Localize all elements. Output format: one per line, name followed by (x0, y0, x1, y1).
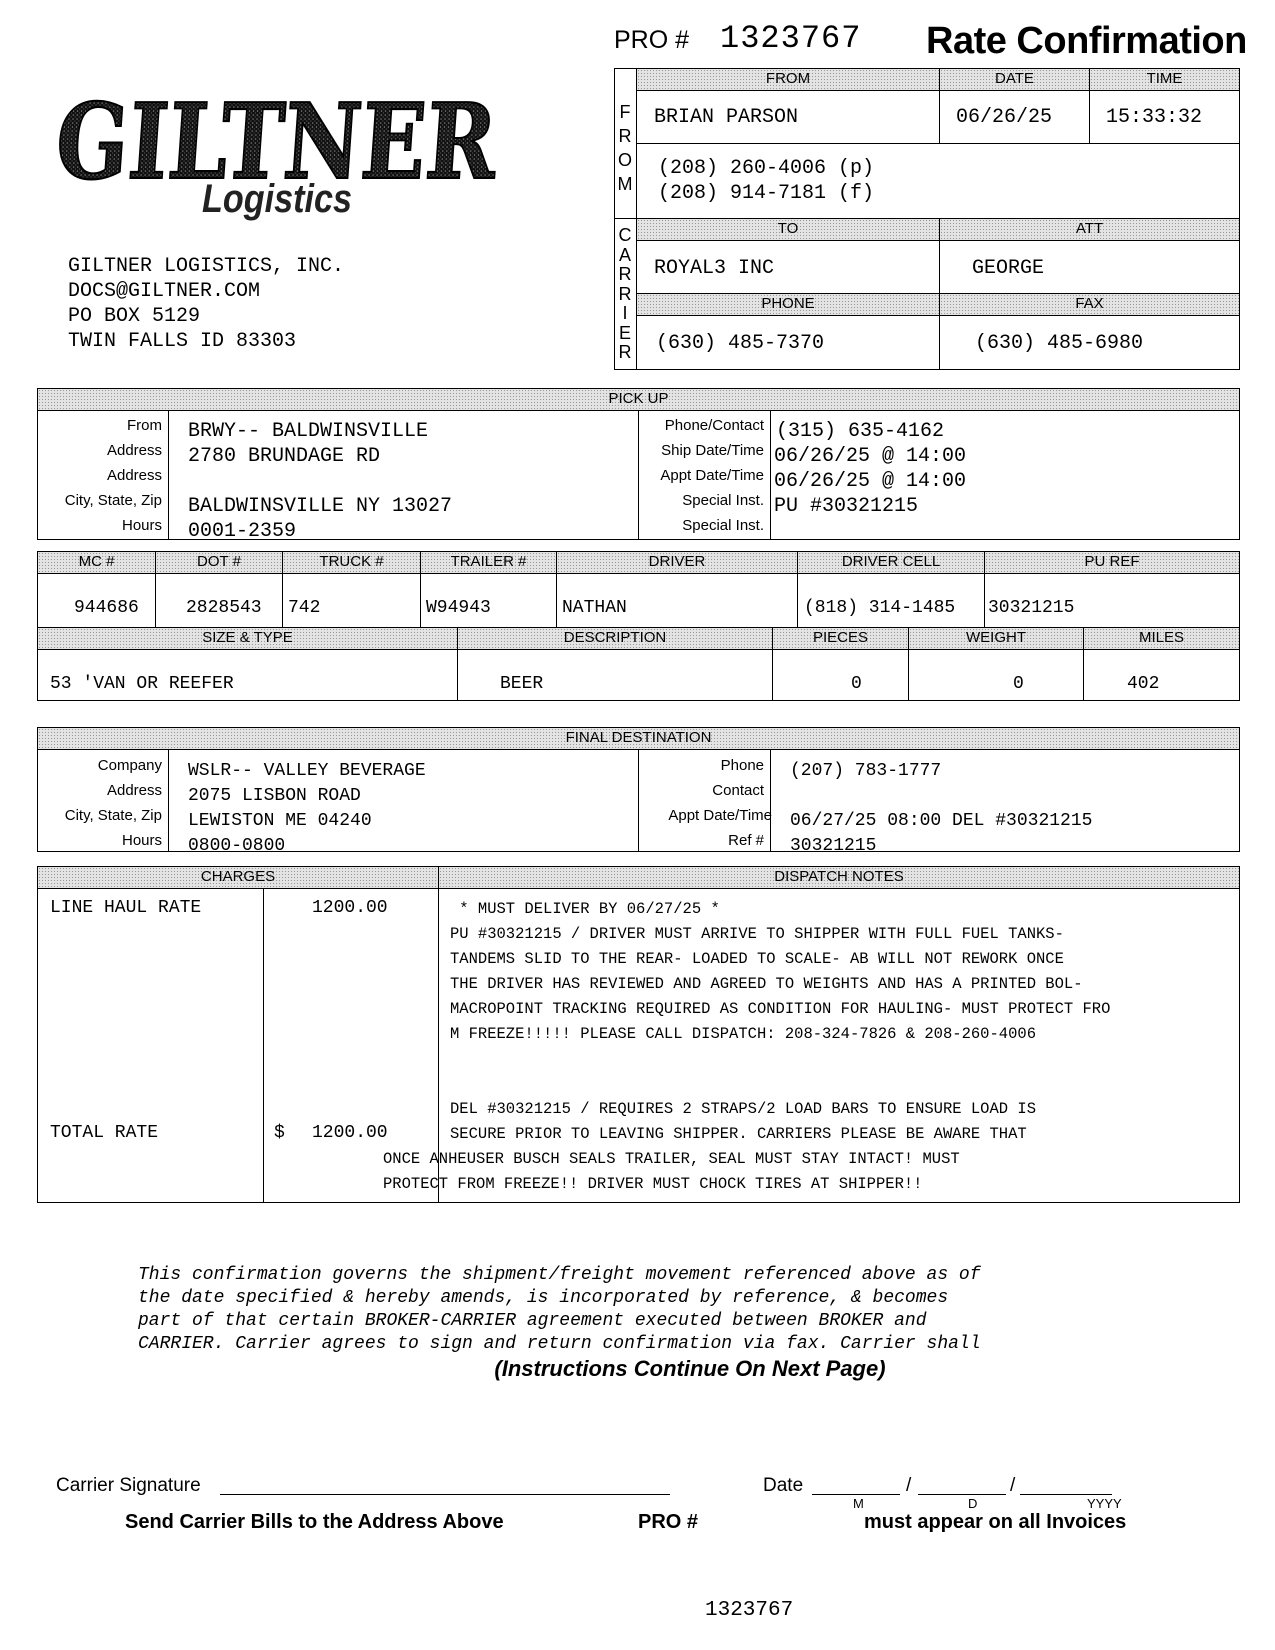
trailer-header: TRAILER # (420, 551, 557, 574)
date-year-hint: YYYY (1087, 1496, 1122, 1511)
pu-ref-header: PU REF (984, 551, 1240, 574)
dispatch-note-line: PROTECT FROM FREEZE!! DRIVER MUST CHOCK TIRES AT SHIPPER!! (383, 1175, 923, 1193)
pickup-ship-label: Ship Date/Time (661, 442, 764, 459)
truck-number: 742 (288, 598, 321, 618)
pickup-from-label: From (127, 417, 162, 434)
signature-line[interactable] (220, 1494, 670, 1495)
dispatch-note-line: SECURE PRIOR TO LEAVING SHIPPER. CARRIERS PLEASE BE AWARE THAT (450, 1125, 1027, 1143)
description-header: DESCRIPTION (457, 627, 773, 650)
pickup-ship: 06/26/25 @ 14:00 (774, 445, 967, 468)
dispatch-note-line: M FREEZE!!!!! PLEASE CALL DISPATCH: 208-324-7826 & 208-260-4006 (450, 1025, 1036, 1043)
date-header: DATE (939, 68, 1090, 91)
continue-note: (Instructions Continue On Next Page) (494, 1356, 886, 1381)
charges-header: CHARGES (37, 866, 439, 889)
date-day-hint: D (968, 1496, 978, 1511)
invoice-note: must appear on all Invoices (864, 1511, 1127, 1533)
dest-phone-label: Phone (720, 757, 764, 774)
pickup-phone-label: Phone/Contact (664, 417, 764, 434)
dispatch-note-line: PU #30321215 / DRIVER MUST ARRIVE TO SHIPPER WITH FULL FUEL TANKS- (450, 925, 1064, 943)
dispatch-note-line: TANDEMS SLID TO THE REAR- LOADED TO SCALE- AB WILL NOT REWORK ONCE (450, 950, 1064, 968)
pickup-appt: 06/26/25 @ 14:00 (774, 470, 967, 493)
trailer-number: W94943 (426, 598, 491, 618)
dispatch-note-line: * MUST DELIVER BY 06/27/25 * (450, 900, 720, 918)
phone-header: PHONE (636, 293, 940, 316)
carrier-att: GEORGE (972, 257, 1045, 280)
pro-number: 1323767 (720, 20, 862, 57)
pickup-address: 2780 BRUNDAGE RD (188, 445, 381, 468)
date-slash: / (1010, 1475, 1016, 1496)
dest-address-label: Address (106, 782, 162, 799)
pickup-from: BRWY-- BALDWINSVILLE (188, 420, 429, 443)
driver-name: NATHAN (562, 598, 627, 618)
dest-ref-label: Ref # (728, 832, 764, 849)
line-haul-label: LINE HAUL RATE (50, 898, 202, 918)
dest-city-label: City, State, Zip (64, 807, 162, 824)
dest-ref: 30321215 (790, 836, 877, 851)
pickup-address2-label: Address (106, 467, 162, 484)
mc-header: MC # (37, 551, 156, 574)
driver-cell-header: DRIVER CELL (797, 551, 985, 574)
line-haul-value: 1200.00 (312, 898, 388, 918)
att-header: ATT (939, 218, 1240, 241)
pickup-address1-label: Address (106, 442, 162, 459)
logo-subtitle: Logistics (202, 177, 352, 221)
pickup-appt-label: Appt Date/Time (660, 467, 764, 484)
pickup-phone: (315) 635-4162 (776, 420, 945, 443)
footer-pro-number: 1323767 (705, 1599, 794, 1622)
from-name: BRIAN PARSON (654, 106, 799, 129)
date-day-field[interactable] (918, 1494, 1006, 1495)
page-title: Rate Confirmation (926, 20, 1247, 62)
miles: 402 (1127, 674, 1160, 694)
pickup-special2-label: Special Inst. (682, 517, 764, 534)
date-label: Date (763, 1475, 804, 1496)
dest-address: 2075 LISBON ROAD (188, 786, 361, 806)
dispatch-note-line: DEL #30321215 / REQUIRES 2 STRAPS/2 LOAD BARS TO ENSURE LOAD IS (450, 1100, 1036, 1118)
dest-phone: (207) 783-1777 (790, 761, 942, 781)
date-month-hint: M (853, 1496, 864, 1511)
from-date: 06/26/25 (956, 106, 1053, 129)
dest-hours: 0800-0800 (188, 836, 286, 851)
carrier-name: ROYAL3 INC (654, 257, 775, 280)
miles-header: MILES (1083, 627, 1240, 650)
dispatch-notes-header: DISPATCH NOTES (438, 866, 1240, 889)
logo-wordmark: GILTNER (52, 80, 508, 203)
pickup-hours: 0001-2359 (188, 520, 297, 539)
pickup-city: BALDWINSVILLE NY 13027 (188, 495, 453, 518)
size-type: 53 'VAN OR REEFER (50, 674, 234, 694)
driver-header: DRIVER (556, 551, 798, 574)
destination-header: FINAL DESTINATION (37, 727, 1240, 750)
date-year-field[interactable] (1020, 1494, 1112, 1495)
company-logo (48, 62, 508, 222)
pieces-header: PIECES (772, 627, 909, 650)
bills-note: Send Carrier Bills to the Address Above (125, 1511, 504, 1533)
dest-hours-label: Hours (121, 832, 162, 849)
pu-ref: 30321215 (988, 598, 1075, 618)
to-header: TO (636, 218, 940, 241)
mc-number: 944686 (74, 598, 139, 618)
weight: 0 (1013, 674, 1024, 694)
fax-header: FAX (939, 293, 1240, 316)
total-rate-value: 1200.00 (312, 1123, 388, 1143)
dest-appt-label: Appt Date/Time (668, 807, 772, 824)
pickup-header: PICK UP (37, 388, 1240, 411)
total-rate-currency: $ (274, 1123, 285, 1143)
terms-text: This confirmation governs the shipment/freight movement referenced above as of the date specified & hereby amends, is incorporated by reference, & becomes part of that certain BROKER-CARRIER agreement executed between BROKER and CARRIER. Carrier agrees to sign and return confirmation via fax. Carrier shall (138, 1265, 981, 1354)
from-header: FROM (636, 68, 940, 91)
date-month-field[interactable] (812, 1494, 900, 1495)
driver-cell: (818) 314-1485 (804, 598, 956, 618)
from-side-label: F R O M (617, 102, 633, 194)
signature-label: Carrier Signature (56, 1475, 201, 1496)
description: BEER (500, 674, 544, 694)
time-header: TIME (1089, 68, 1240, 91)
pickup-city-label: City, State, Zip (64, 492, 162, 509)
size-type-header: SIZE & TYPE (37, 627, 458, 650)
from-fax: (208) 914-7181 (f) (658, 182, 875, 205)
dest-company-label: Company (97, 757, 162, 774)
dest-city: LEWISTON ME 04240 (188, 811, 372, 831)
pickup-special: PU #30321215 (774, 495, 919, 518)
dispatch-note-line: THE DRIVER HAS REVIEWED AND AGREED TO WEIGHTS AND HAS A PRINTED BOL- (450, 975, 1083, 993)
dest-appt: 06/27/25 08:00 DEL #30321215 (790, 811, 1093, 831)
dot-header: DOT # (155, 551, 283, 574)
carrier-side-label: C A R R I E R (618, 225, 632, 362)
from-time: 15:33:32 (1106, 106, 1203, 129)
dispatch-note-line: MACROPOINT TRACKING REQUIRED AS CONDITION FOR HAULING- MUST PROTECT FRO (450, 1000, 1111, 1018)
dest-contact-label: Contact (712, 782, 764, 799)
truck-header: TRUCK # (282, 551, 421, 574)
carrier-phone: (630) 485-7370 (656, 332, 825, 355)
from-phone: (208) 260-4006 (p) (658, 157, 875, 180)
date-slash: / (906, 1475, 912, 1496)
pro-label: PRO # (614, 26, 690, 54)
company-email: DOCS@GILTNER.COM (68, 280, 261, 303)
total-rate-label: TOTAL RATE (50, 1123, 159, 1143)
pieces: 0 (851, 674, 862, 694)
carrier-fax: (630) 485-6980 (975, 332, 1144, 355)
dest-company: WSLR-- VALLEY BEVERAGE (188, 761, 426, 781)
company-name: GILTNER LOGISTICS, INC. (68, 255, 345, 278)
footer-pro-label: PRO # (638, 1511, 699, 1533)
pickup-hours-label: Hours (121, 517, 162, 534)
weight-header: WEIGHT (908, 627, 1084, 650)
pickup-special1-label: Special Inst. (682, 492, 764, 509)
dispatch-note-line: ONCE ANHEUSER BUSCH SEALS TRAILER, SEAL MUST STAY INTACT! MUST (383, 1150, 960, 1168)
company-city: TWIN FALLS ID 83303 (68, 330, 297, 353)
dot-number: 2828543 (186, 598, 262, 618)
company-pobox: PO BOX 5129 (68, 305, 201, 328)
